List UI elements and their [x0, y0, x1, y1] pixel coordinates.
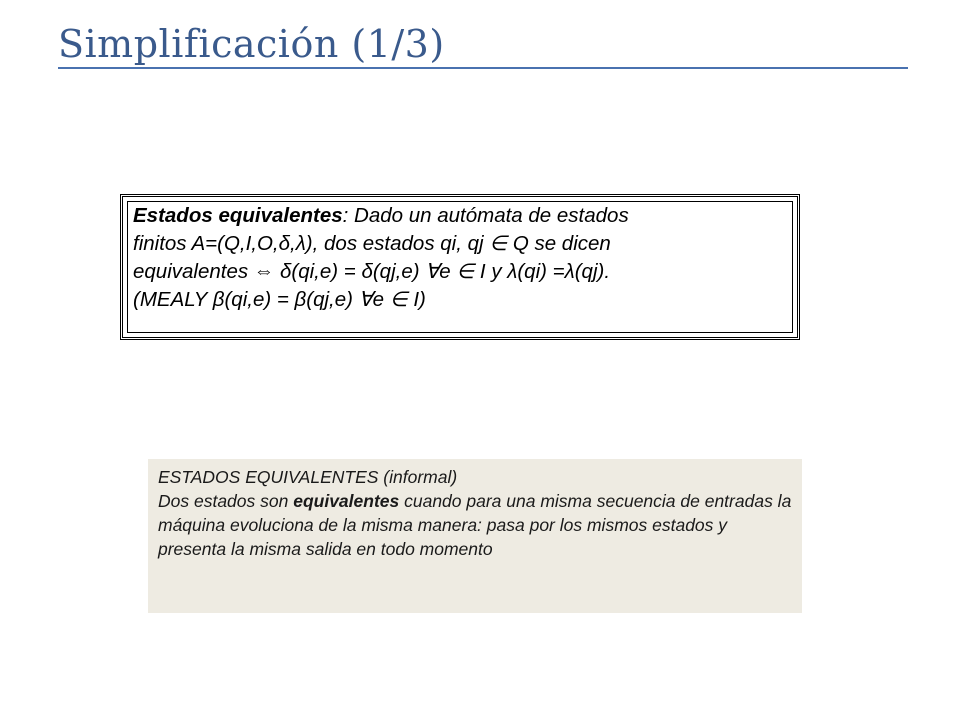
definition-line-1: [133, 202, 793, 230]
informal-note-text: [158, 465, 798, 561]
note-body: [158, 489, 798, 561]
note-text-after: cuando para una misma secuencia de entradas la máquina evoluciona de la misma manera: pasa por los mismos estados y presenta la misma salida en todo momento: [158, 491, 792, 559]
definition-line-4: (MEALY β(qi,e) = β(qj,e) ∀e ∈ I): [133, 288, 426, 311]
slide-title: Simplificación (1/3): [58, 22, 445, 66]
definition-term: Estados equivalentes: [133, 204, 343, 227]
note-text-before: Dos estados son: [158, 491, 294, 511]
note-emphasis: equivalentes: [293, 491, 400, 511]
definition-line-2: finitos A=(Q,I,O,δ,λ), dos estados qi, qj ∈ Q se dicen: [133, 232, 611, 255]
definition-line-1-rest: : Dado un autómata de estados: [342, 204, 629, 227]
definition-text: [133, 202, 793, 314]
note-heading: ESTADOS EQUIVALENTES (informal): [158, 467, 458, 487]
title-underline: [58, 67, 908, 69]
definition-line-3: equivalentes ⇔ δ(qi,e) = δ(qj,e) ∀e ∈ I y λ(qi) =λ(qj).: [133, 260, 611, 283]
